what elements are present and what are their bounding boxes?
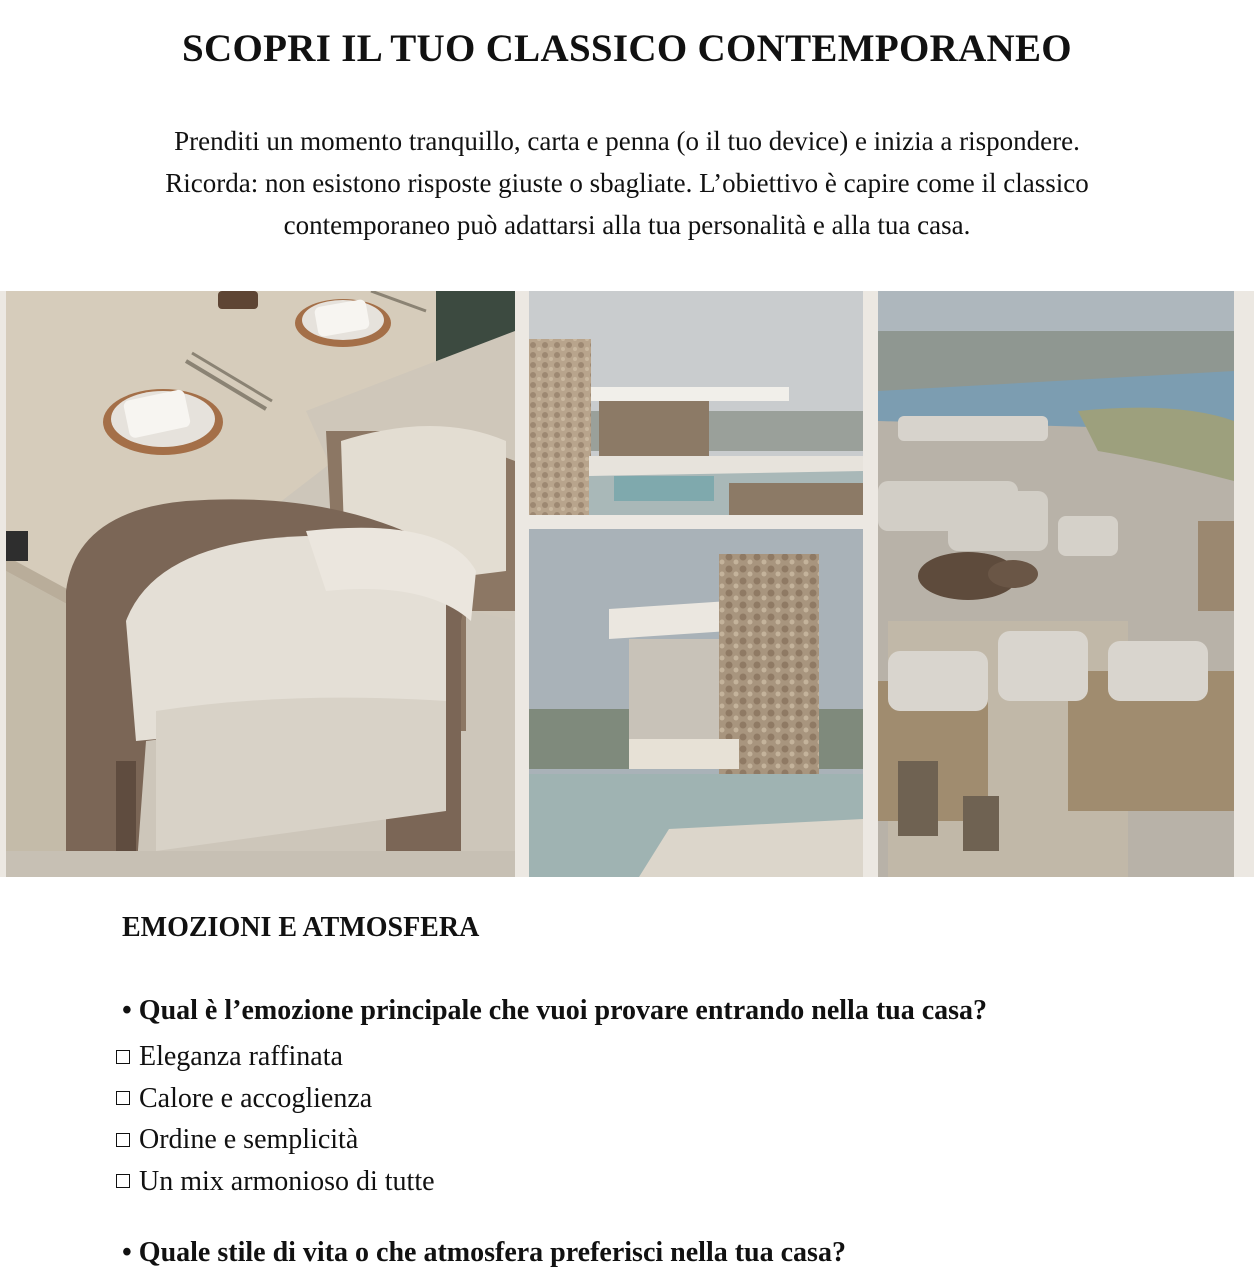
option-item[interactable] (116, 1161, 435, 1203)
page-title: SCOPRI IL TUO CLASSICO CONTEMPORANEO (182, 27, 1072, 70)
photo-stone-villa (529, 529, 863, 877)
intro-line-2: Ricorda: non esistono risposte giuste o sbagliate. L’obiettivo è capire come il classico (165, 168, 1089, 198)
question-emotion: • Qual è l’emozione principale che vuoi provare entrando nella tua casa? (122, 995, 988, 1026)
checkbox-icon[interactable] (116, 1174, 130, 1188)
intro-line-3: contemporaneo può adattarsi alla tua personalità e alla tua casa. (283, 210, 971, 240)
photo-villa-pool (529, 291, 863, 515)
checkbox-icon[interactable] (116, 1133, 130, 1147)
checkbox-icon[interactable] (116, 1091, 130, 1105)
option-label: Eleganza raffinata (139, 1041, 343, 1072)
checkbox-icon[interactable] (116, 1050, 130, 1064)
option-label: Calore e accoglienza (139, 1082, 373, 1114)
photo-collage (0, 291, 1254, 877)
intro-line-1: Prenditi un momento tranquillo, carta e penna (o il tuo device) e inizia a rispondere. (174, 126, 1080, 156)
intro-paragraph (110, 120, 1144, 246)
option-label: Un mix armonioso di tutte (139, 1165, 435, 1197)
option-label: Ordine e semplicità (139, 1124, 359, 1155)
options-list (116, 1036, 435, 1202)
section-title: EMOZIONI E ATMOSFERA (122, 912, 480, 943)
photo-dining-chair (6, 291, 515, 877)
option-item[interactable] (116, 1036, 435, 1078)
option-item[interactable] (116, 1119, 435, 1161)
option-item[interactable] (116, 1078, 435, 1120)
question-next-partial: • Quale stile di vita o che atmosfera preferisci nella tua casa? (122, 1237, 846, 1268)
photo-terrace (878, 291, 1234, 877)
